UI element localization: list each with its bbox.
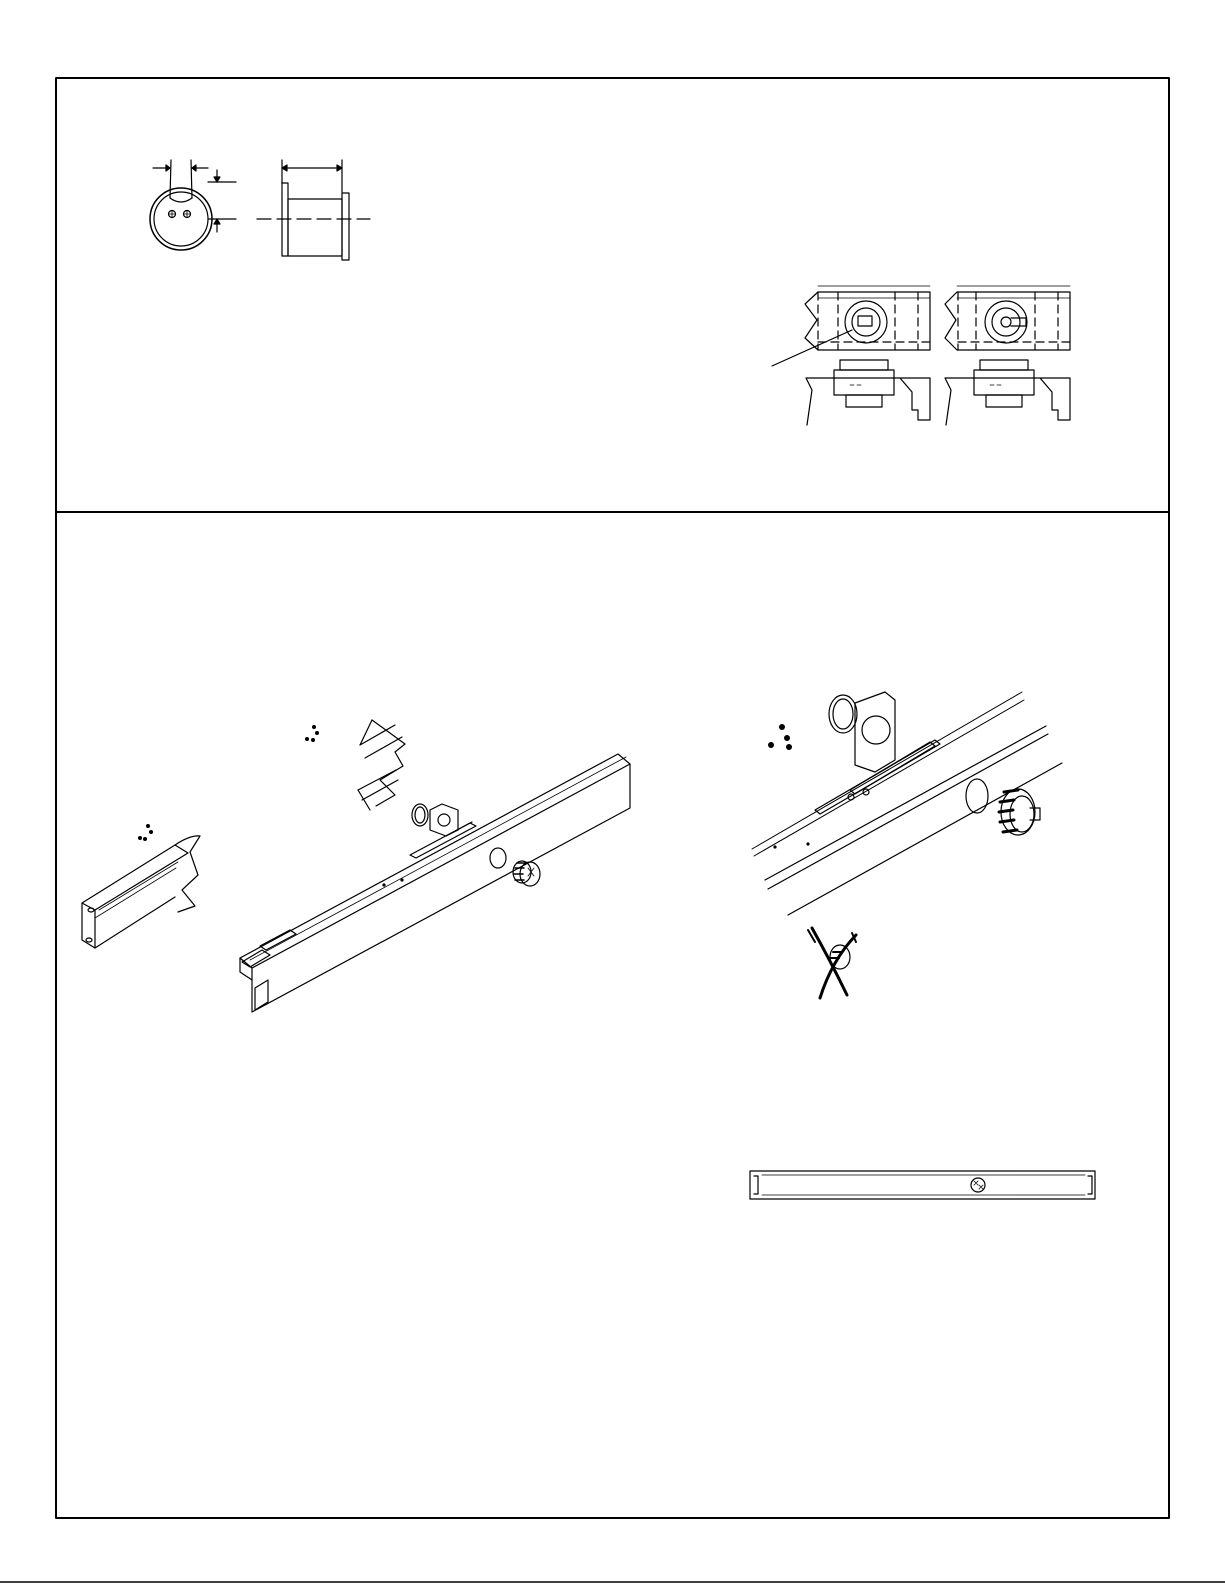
upper-cover-piece xyxy=(358,720,405,810)
cylinder-side-view xyxy=(257,160,370,260)
outer-frame xyxy=(56,78,1169,1518)
cam-position-detail-alternate xyxy=(945,286,1070,425)
screw-icon xyxy=(768,724,792,750)
cylinder-install-closeup xyxy=(752,692,1062,915)
screw-icon xyxy=(138,725,319,841)
assembled-rail-top-view xyxy=(750,1171,1095,1199)
cam-position-detail-correct xyxy=(772,286,930,425)
cover-removal xyxy=(82,836,200,948)
rail-assembly-exploded xyxy=(240,754,630,1012)
cylinder-cam-front-view xyxy=(150,160,236,250)
incorrect-cam-crossed xyxy=(808,928,856,998)
